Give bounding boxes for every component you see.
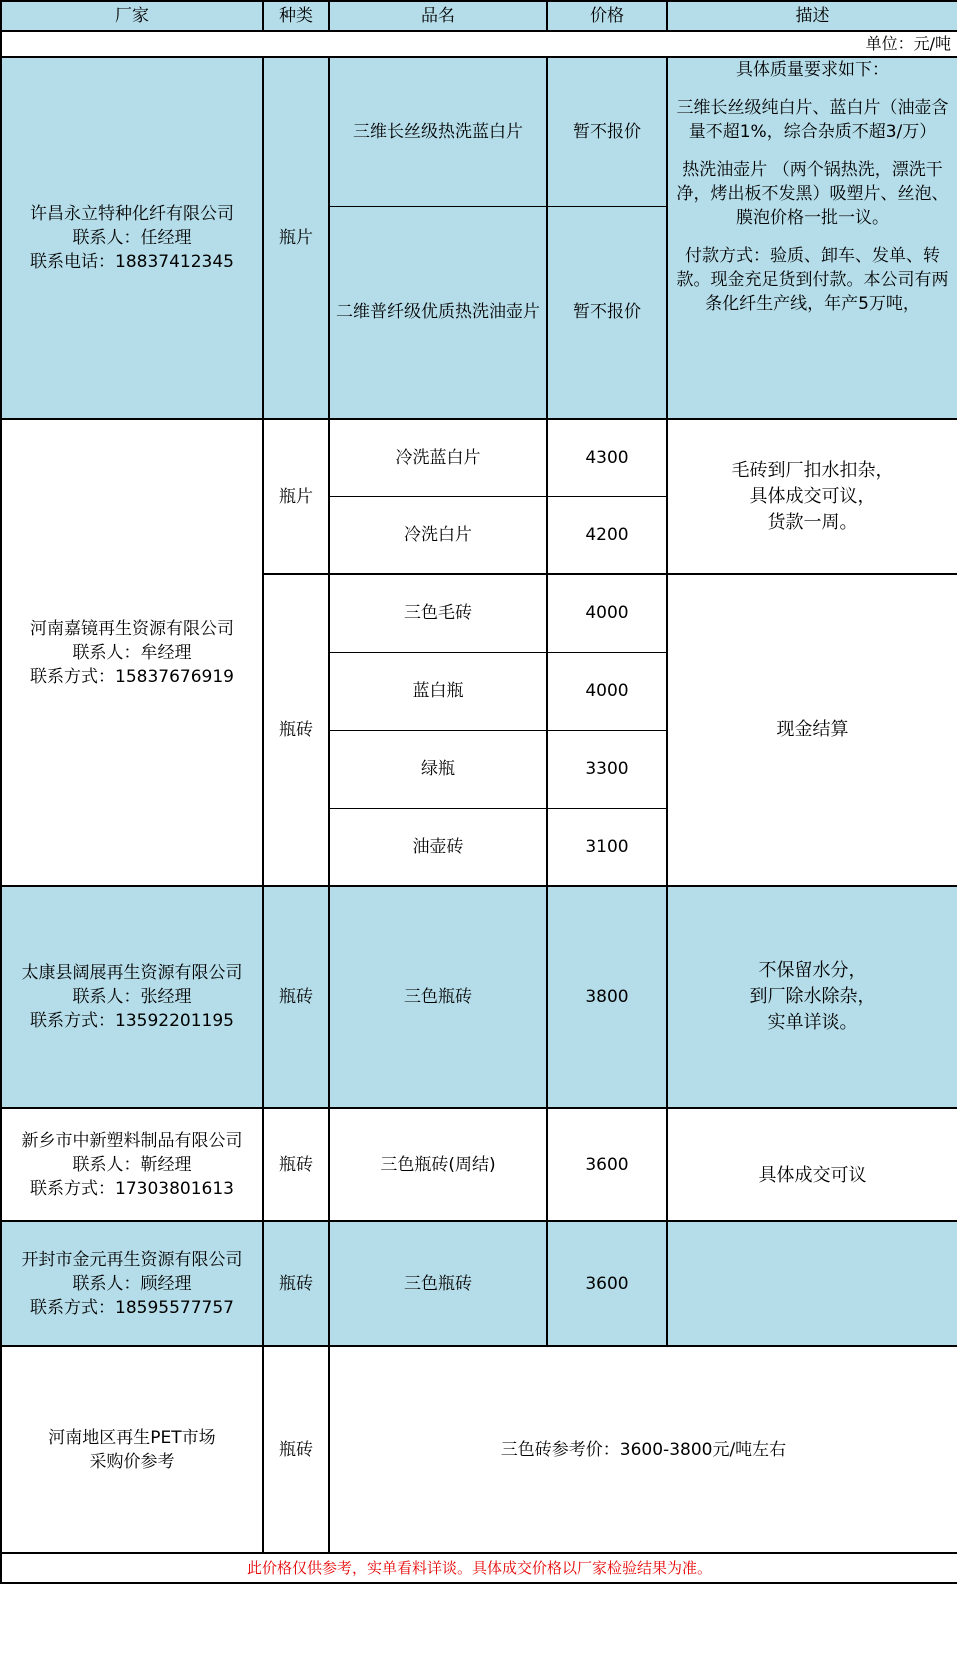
product-price: 4200 bbox=[547, 496, 667, 574]
company-phone: 联系电话：18837412345 bbox=[30, 252, 234, 272]
company-name: 河南嘉镜再生资源有限公司 bbox=[30, 618, 234, 639]
company-cell bbox=[1, 886, 263, 1108]
unit-row bbox=[1, 31, 957, 57]
description-cell: 具体成交可议 bbox=[667, 1108, 957, 1221]
company-contact: 联系人：靳经理 bbox=[72, 1154, 192, 1175]
desc-line: 实单详谈。 bbox=[767, 1012, 858, 1033]
table-row bbox=[1, 1108, 957, 1221]
category-cell: 瓶砖 bbox=[263, 1346, 329, 1553]
product-name: 三色瓶砖 bbox=[329, 1221, 547, 1346]
table-row bbox=[1, 1346, 957, 1553]
header-factory: 厂家 bbox=[1, 1, 263, 31]
desc-line: 毛砖到厂扣水扣杂， bbox=[731, 459, 894, 481]
product-price: 4000 bbox=[547, 652, 667, 730]
product-name: 三色瓶砖 bbox=[329, 886, 547, 1108]
company-cell bbox=[1, 57, 263, 419]
description-cell: 现金结算 bbox=[667, 574, 957, 886]
company-cell bbox=[1, 419, 263, 886]
product-name: 冷洗蓝白片 bbox=[329, 419, 547, 496]
desc-line: 热洗油壶片 （两个锅热洗，漂洗干净，烤出板不发黑）吸塑片、丝泡、膜泡价格一批一议。 bbox=[676, 160, 949, 228]
product-name: 二维普纤级优质热洗油壶片 bbox=[329, 206, 547, 419]
desc-line: 货款一周。 bbox=[767, 511, 858, 533]
product-price: 4300 bbox=[547, 419, 667, 496]
desc-line: 具体成交可议， bbox=[749, 485, 876, 507]
product-name: 三色毛砖 bbox=[329, 574, 547, 652]
company-phone: 联系方式：17303801613 bbox=[30, 1178, 234, 1199]
company-name: 开封市金元再生资源有限公司 bbox=[21, 1249, 243, 1270]
table-row bbox=[1, 57, 957, 206]
table-row bbox=[1, 419, 957, 496]
product-price: 3600 bbox=[547, 1108, 667, 1221]
description-cell bbox=[667, 886, 957, 1108]
header-product: 品名 bbox=[329, 1, 547, 31]
company-phone: 联系方式：18595577757 bbox=[30, 1297, 234, 1318]
company-contact: 联系人：牟经理 bbox=[72, 642, 192, 663]
company-phone: 联系方式：13592201195 bbox=[30, 1011, 234, 1031]
market-subtitle: 采购价参考 bbox=[89, 1451, 175, 1472]
footer-note: 此价格仅供参考，实单看料详谈。具体成交价格以厂家检验结果为准。 bbox=[1, 1553, 957, 1583]
product-name: 蓝白瓶 bbox=[329, 652, 547, 730]
reference-price: 三色砖参考价：3600-3800元/吨左右 bbox=[329, 1346, 957, 1553]
category-cell: 瓶砖 bbox=[263, 574, 329, 886]
description-cell bbox=[667, 419, 957, 574]
product-price: 3300 bbox=[547, 730, 667, 808]
header-price: 价格 bbox=[547, 1, 667, 31]
table-row bbox=[1, 886, 957, 1108]
unit-label: 单位：元/吨 bbox=[1, 31, 957, 57]
desc-line: 付款方式：验质、卸车、发单、转款。现金充足货到付款。本公司有两条化纤生产线，年产5万吨， bbox=[676, 246, 949, 314]
desc-line: 到厂除水除杂， bbox=[749, 986, 876, 1007]
product-price: 3800 bbox=[547, 886, 667, 1108]
product-name: 冷洗白片 bbox=[329, 496, 547, 574]
desc-line: 不保留水分， bbox=[758, 960, 867, 981]
company-phone: 联系方式：15837676919 bbox=[30, 666, 234, 687]
category-cell: 瓶砖 bbox=[263, 1221, 329, 1346]
company-contact: 联系人：任经理 bbox=[72, 228, 192, 248]
product-name: 油壶砖 bbox=[329, 808, 547, 886]
description-cell bbox=[667, 57, 957, 419]
category-cell: 瓶砖 bbox=[263, 886, 329, 1108]
product-price: 3100 bbox=[547, 808, 667, 886]
description-cell bbox=[667, 1221, 957, 1346]
category-cell: 瓶片 bbox=[263, 57, 329, 419]
table-row bbox=[1, 1221, 957, 1346]
table-header bbox=[1, 1, 957, 31]
category-cell: 瓶砖 bbox=[263, 1108, 329, 1221]
product-name: 绿瓶 bbox=[329, 730, 547, 808]
product-price: 暂不报价 bbox=[547, 57, 667, 206]
company-contact: 联系人：顾经理 bbox=[72, 1273, 192, 1294]
market-name: 河南地区再生PET市场 bbox=[48, 1427, 216, 1448]
product-price: 3600 bbox=[547, 1221, 667, 1346]
product-price: 暂不报价 bbox=[547, 206, 667, 419]
company-name: 太康县阔展再生资源有限公司 bbox=[21, 963, 243, 983]
company-contact: 联系人：张经理 bbox=[72, 987, 192, 1007]
company-name: 新乡市中新塑料制品有限公司 bbox=[21, 1130, 243, 1151]
company-cell bbox=[1, 1346, 263, 1553]
product-name: 三色瓶砖(周结) bbox=[329, 1108, 547, 1221]
company-name: 许昌永立特种化纤有限公司 bbox=[30, 204, 234, 224]
header-category: 种类 bbox=[263, 1, 329, 31]
company-cell bbox=[1, 1108, 263, 1221]
company-cell bbox=[1, 1221, 263, 1346]
product-price: 4000 bbox=[547, 574, 667, 652]
category-cell: 瓶片 bbox=[263, 419, 329, 574]
product-name: 三维长丝级热洗蓝白片 bbox=[329, 57, 547, 206]
desc-line: 三维长丝级纯白片、蓝白片（油壶含量不超1%，综合杂质不超3/万） bbox=[676, 98, 949, 142]
desc-line: 具体质量要求如下： bbox=[736, 60, 889, 80]
footer-row bbox=[1, 1553, 957, 1583]
header-description: 描述 bbox=[667, 1, 957, 31]
